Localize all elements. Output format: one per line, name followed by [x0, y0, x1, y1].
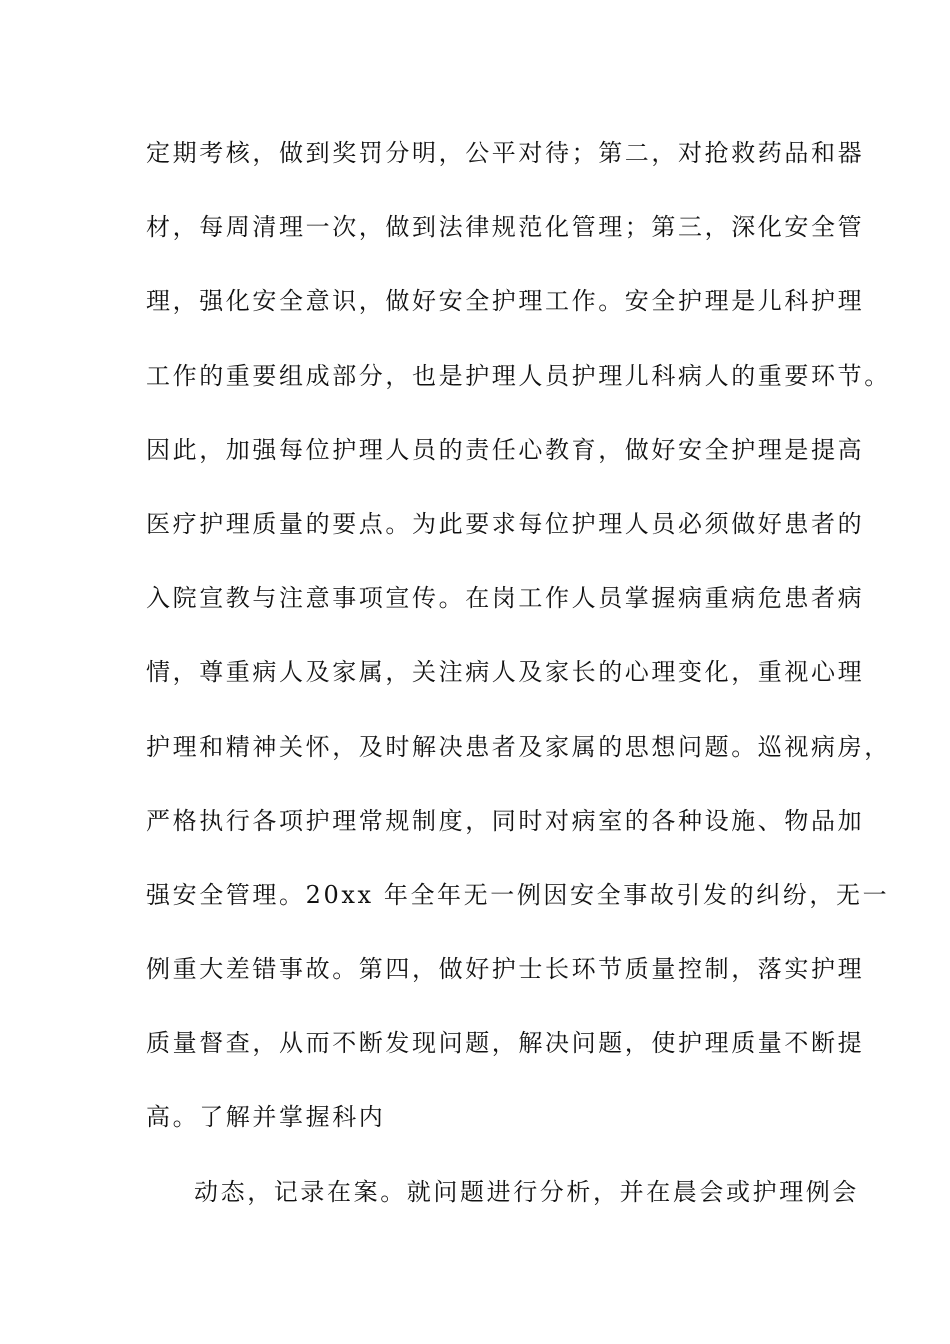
body-text	[146, 131, 891, 1244]
text-line-indented: 动态，记录在案。就问题进行分析，并在晨会或护理例会	[194, 1177, 859, 1206]
text-line: 医疗护理质量的要点。为此要求每位护理人员必须做好患者的	[146, 509, 865, 538]
text-line: 强安全管理。20xx 年全年无一例因安全事故引发的纠纷，无一	[146, 880, 890, 909]
text-line: 定期考核，做到奖罚分明，公平对待；第二，对抢救药品和器	[146, 139, 865, 167]
text-line: 高。了解并掌握科内	[146, 1103, 386, 1132]
text-line: 工作的重要组成部分，也是护理人员护理儿科病人的重要环节。	[146, 361, 891, 390]
text-line: 因此，加强每位护理人员的责任心教育，做好安全护理是提高	[146, 435, 865, 464]
text-line: 严格执行各项护理常规制度，同时对病室的各种设施、物品加	[146, 806, 865, 835]
text-line: 入院宣教与注意事项宣传。在岗工作人员掌握病重病危患者病	[146, 584, 865, 613]
text-line: 护理和精神关怀，及时解决患者及家属的思想问题。巡视病房，	[146, 732, 891, 761]
text-line: 理，强化安全意识，做好安全护理工作。安全护理是儿科护理	[146, 287, 865, 316]
text-line: 情，尊重病人及家属，关注病人及家长的心理变化，重视心理	[146, 658, 865, 687]
text-line: 质量督查，从而不断发现问题，解决问题，使护理质量不断提	[146, 1029, 865, 1058]
text-line: 例重大差错事故。第四，做好护士长环节质量控制，落实护理	[146, 955, 865, 984]
text-line: 材，每周清理一次，做到法律规范化管理；第三，深化安全管	[146, 213, 865, 242]
